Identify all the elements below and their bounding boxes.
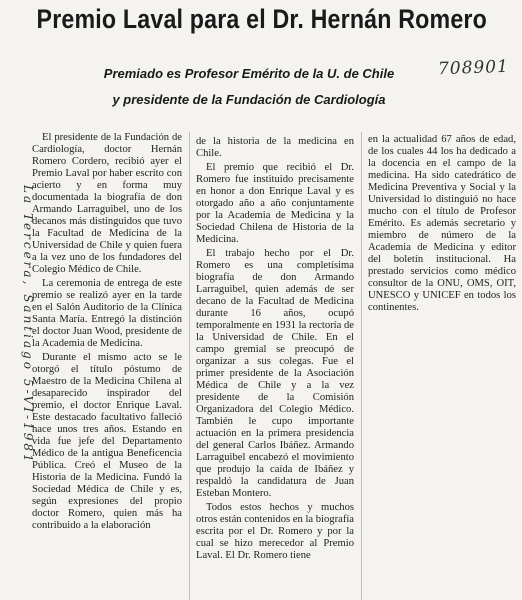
column-divider: [189, 132, 190, 600]
article-column-2: [196, 136, 354, 564]
paragraph: La ceremonia de entrega de este premio se realizó ayer en la tarde en el Salón Auditorio de la Clínica Santa María. Entregó la distinción el doctor Juan Wood, presidente de la Academia de Medicina.: [32, 278, 182, 349]
article-column-3: [368, 134, 516, 316]
paragraph: El trabajo hecho por el Dr. Romero es una completísima biografía de don Armando Larraguibel, quien además de ser decano de la Facultad de Medicina durante 16 años, ocupó temporalmente en 1931 la rectoría de la Universidad de Chile. En el campo gremial se preocupó de organizar a sus colegas. Fue el primer presidente de la Asociación Médica de Chile y a la vez presidente de la Comisión Organizadora del Colegio Médico. También le cupo importante actuación en la primera presidencia del general Carlos Ibáñez. Armando Larraguibel encabezó el movimiento que produjo la caída de Ibáñez y respaldó la candidatura de Juan Esteban Montero.: [196, 248, 354, 499]
paragraph: El premio que recibió el Dr. Romero fue instituido precisamente en honor a don Enrique Laval y es otorgado año a año conjuntamente por la Academia de Medicina y la Sociedad Chilena de Historia de la Medicina.: [196, 162, 354, 245]
paragraph: de la historia de la medicina en Chile.: [196, 136, 354, 159]
paragraph: El presidente de la Fundación de Cardiología, doctor Hernán Romero Cordero, recibió ayer el Premio Laval por haber escrito con acierto y en forma muy documentada la biografía de don Armando Larraguibel, uno de los decanos más distinguidos que tuvo la Facultad de Medicina de la Universidad de Chile y quien fuera a la vez uno de los fundadores del Colegio Médico de Chile.: [32, 132, 182, 275]
handwritten-number: 708901: [437, 56, 510, 80]
subhead-line-2: y presidente de la Fundación de Cardiología: [112, 92, 386, 107]
paragraph: en la actualidad 67 años de edad, de los cuales 44 los ha dedicado a la docencia en el campo de la medicina. Ha sido catedrático de Medicina Preventiva y Social y la Universidad lo distinguió no hace mucho con el título de Profesor Emérito. Es además secretario y miembro de número de la Academia de Medicina y editor del boletín institucional. Ha prestado servicios como médico consultor de la ONU, OMS, OIT, UNESCO y UNICEF en todos los continentes.: [368, 134, 516, 313]
column-divider: [361, 132, 362, 600]
paragraph: Durante el mismo acto se le otorgó el título póstumo de Maestro de la Medicina Chilena al desaparecido inspirador del premio, el doctor Enrique Laval. Este destacado facultativo falleció hace unos tres años. Estando en vida fue jefe del Departamento Médico de la antigua Beneficencia Pública. Creó el Museo de la Historia de la Medicina. Fundó la Sociedad Médica de Chile y es, según expresiones del propio doctor Romero, quien más ha contribuido a la elaboración: [32, 352, 182, 531]
headline: Premio Laval para el Dr. Hernán Romero: [36, 4, 488, 34]
article-column-1: [32, 132, 182, 534]
handwritten-side-note: La Tercera, Santiago 5-VI-1981: [21, 185, 35, 465]
paragraph: Todos estos hechos y muchos otros están contenidos en la biografía escrita por el Dr. Romero y por la cual se hizo merecedor al Premio Laval. El Dr. Romero tiene: [196, 502, 354, 561]
subhead-line-1: Premiado es Profesor Emérito de la U. de Chile: [103, 66, 395, 81]
